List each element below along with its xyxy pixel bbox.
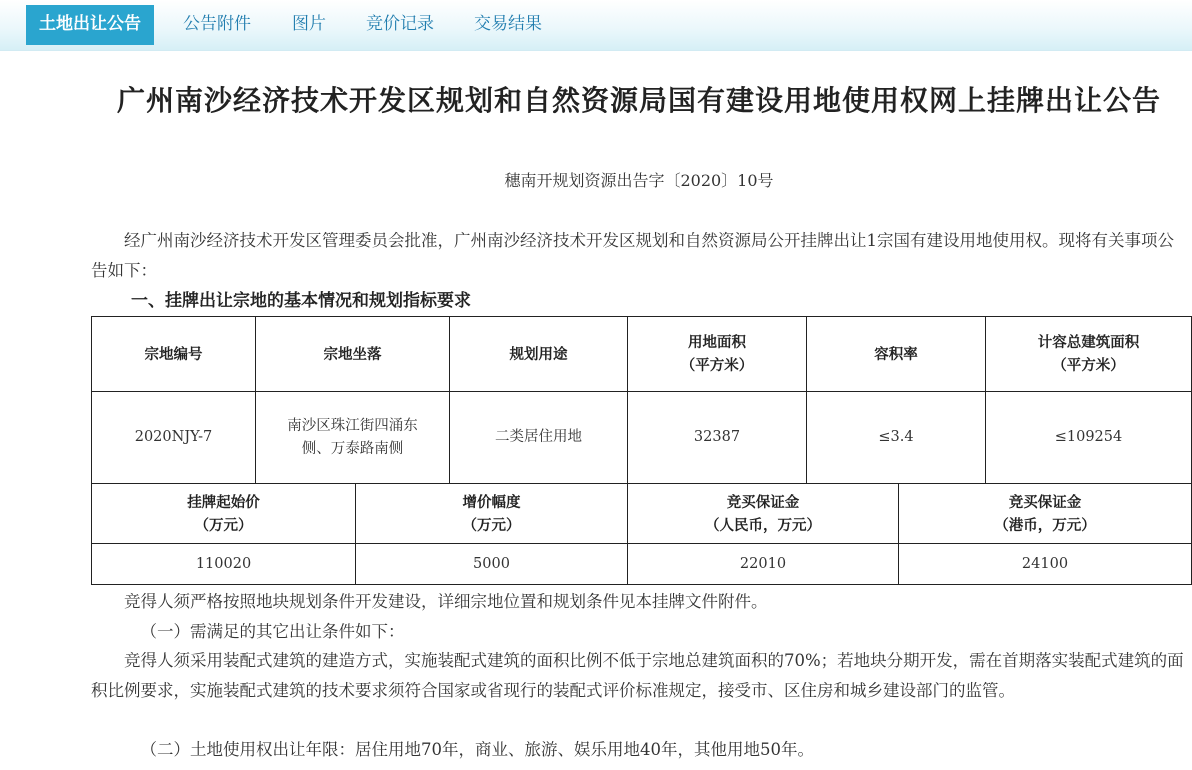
pricing-table-header-row [92, 484, 1192, 544]
cell-parcel-no: 2020NJY-7 [92, 392, 256, 484]
tab-land-transfer-notice[interactable]: 土地出让公告 [26, 5, 154, 45]
header-land-area: 用地面积 （平方米） [628, 317, 807, 392]
intro-paragraph: 经广州南沙经济技术开发区管理委员会批准，广州南沙经济技术开发区规划和自然资源局公开挂牌出让1宗国有建设用地使用权。现将有关事项公告如下： [91, 231, 1174, 280]
header-starting-price: 挂牌起始价 （万元） [92, 484, 356, 544]
top-tab-bar [0, 0, 1192, 51]
development-requirement-paragraph: 竞得人须严格按照地块规划条件开发建设，详细宗地位置和规划条件见本挂牌文件附件。 [124, 592, 768, 611]
table-row [92, 544, 1192, 585]
cell-land-area: 32387 [628, 392, 807, 484]
header-location: 宗地坐落 [256, 317, 450, 392]
cell-plot-ratio: ≤3.4 [807, 392, 986, 484]
cell-planned-use: 二类居住用地 [450, 392, 628, 484]
tab-bidding-records[interactable]: 竞价记录 [366, 14, 434, 34]
table-row [92, 392, 1192, 484]
cell-location: 南沙区珠江街四涌东 侧、万泰路南侧 [256, 392, 450, 484]
subsection-1-heading: （一）需满足的其它出让条件如下： [140, 622, 405, 641]
header-price-increment: 增价幅度 （万元） [356, 484, 628, 544]
cell-total-floor-area: ≤109254 [986, 392, 1192, 484]
document-number: 穗南开规划资源出告字〔2020〕10号 [504, 171, 774, 190]
cell-price-increment: 5000 [356, 544, 628, 585]
subsection-2-paragraph: （二）土地使用权出让年限：居住用地70年，商业、旅游、娱乐用地40年，其他用地50年。 [140, 740, 814, 759]
header-deposit-rmb: 竞买保证金 （人民币，万元） [628, 484, 899, 544]
header-parcel-no: 宗地编号 [92, 317, 256, 392]
pricing-table [91, 483, 1192, 585]
header-deposit-hkd: 竞买保证金 （港币，万元） [899, 484, 1192, 544]
tab-images[interactable]: 图片 [292, 14, 326, 34]
parcel-table-header-row [92, 317, 1192, 392]
header-total-floor-area: 计容总建筑面积 （平方米） [986, 317, 1192, 392]
header-plot-ratio: 容积率 [807, 317, 986, 392]
cell-deposit-hkd: 24100 [899, 544, 1192, 585]
subsection-1-body: 竞得人须采用装配式建筑的建造方式，实施装配式建筑的面积比例不低于宗地总建筑面积的70%；若地块分期开发，需在首期落实装配式建筑的面积比例要求，实施装配式建筑的技术要求须符合国家或省现行的装配式评价标准规定，接受市、区住房和城乡建设部门的监管。 [91, 651, 1184, 700]
header-planned-use: 规划用途 [450, 317, 628, 392]
tab-transaction-results[interactable]: 交易结果 [474, 14, 542, 34]
tab-notice-attachments[interactable]: 公告附件 [183, 14, 251, 34]
document-title: 广州南沙经济技术开发区规划和自然资源局国有建设用地使用权网上挂牌出让公告 [116, 84, 1161, 117]
cell-deposit-rmb: 22010 [628, 544, 899, 585]
cell-starting-price: 110020 [92, 544, 356, 585]
section-1-heading: 一、挂牌出让宗地的基本情况和规划指标要求 [131, 291, 471, 311]
parcel-info-table [91, 316, 1192, 484]
